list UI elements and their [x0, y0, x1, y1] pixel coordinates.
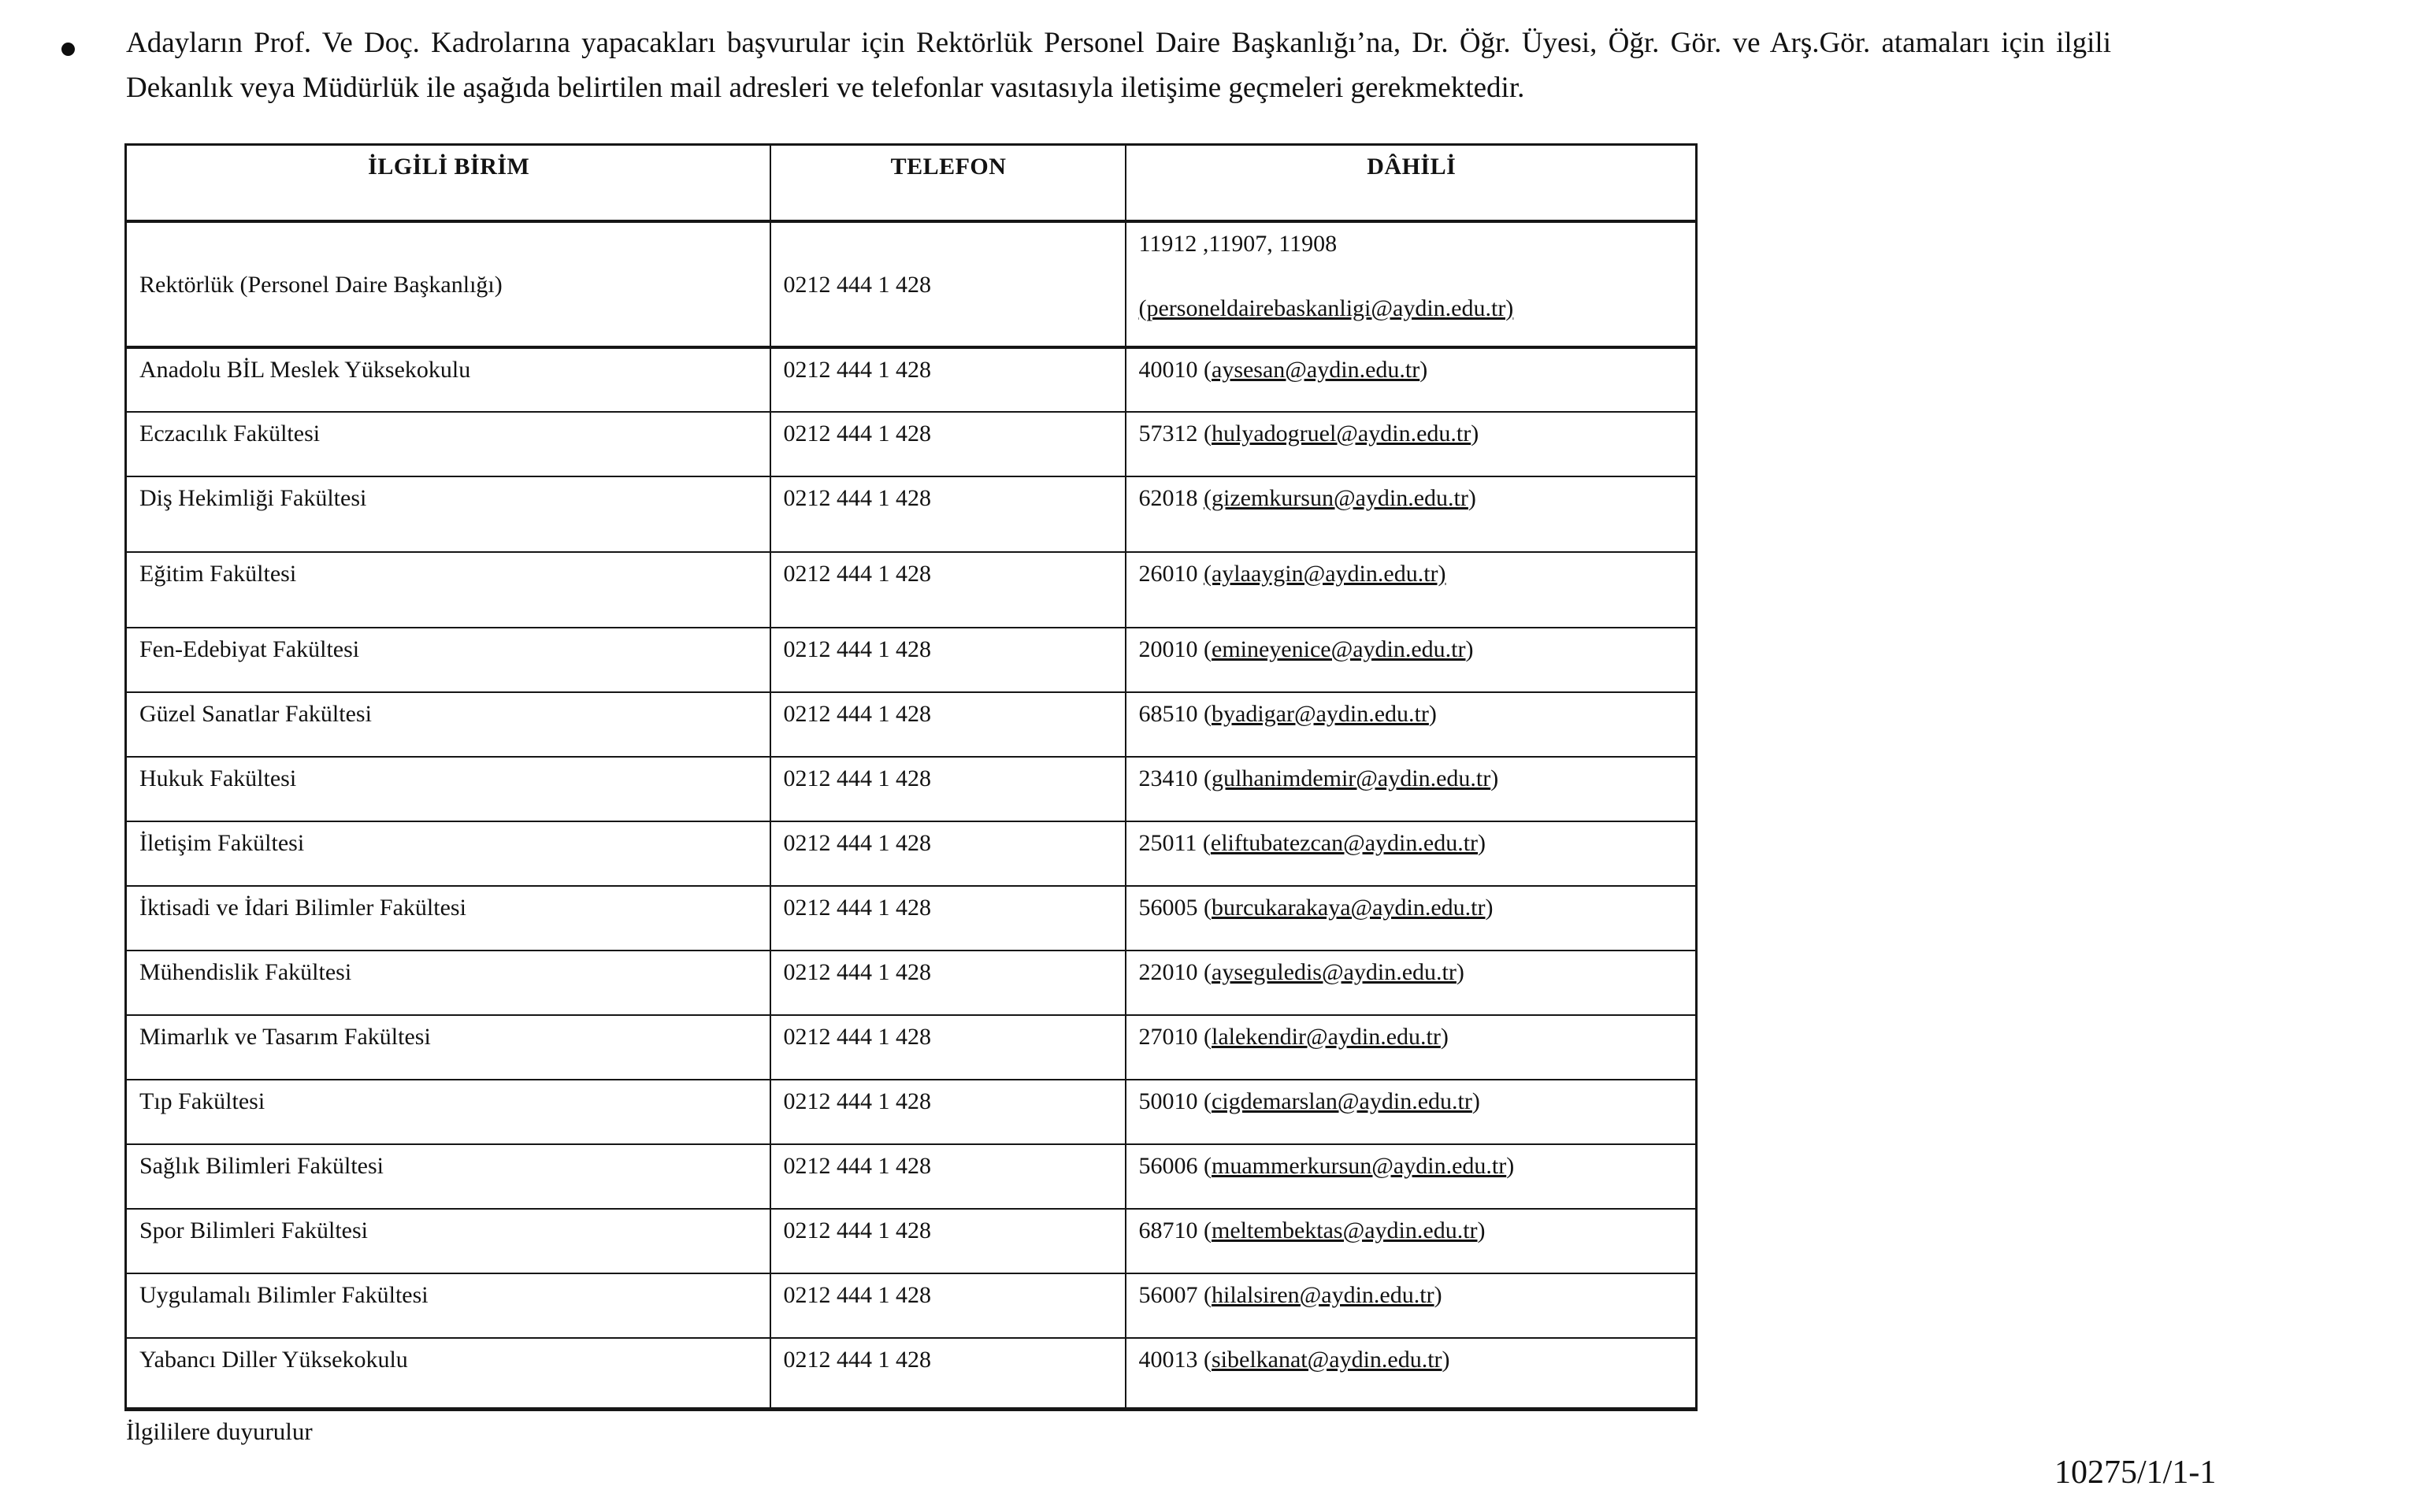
- unit-cell: Diş Hekimliği Fakültesi: [126, 476, 770, 552]
- unit-cell: Eczacılık Fakültesi: [126, 412, 770, 476]
- phone-cell: 0212 444 1 428: [770, 951, 1126, 1015]
- table-row: [126, 476, 1697, 552]
- table-row: [126, 1144, 1697, 1209]
- extension-cell: [1126, 476, 1697, 552]
- unit-cell: Mühendislik Fakültesi: [126, 951, 770, 1015]
- table-row: [126, 1015, 1697, 1080]
- email-link[interactable]: (gizemkursun@aydin.edu.tr: [1204, 485, 1468, 511]
- email-link[interactable]: eliftubatezcan@aydin.edu.tr: [1210, 830, 1479, 856]
- phone-cell: 0212 444 1 428: [770, 692, 1126, 757]
- extension-email-line: 22010 (ayseguledis@aydin.edu.tr): [1138, 959, 1464, 985]
- phone-cell: 0212 444 1 428: [770, 821, 1126, 886]
- phone-cell: 0212 444 1 428: [770, 1144, 1126, 1209]
- unit-cell: Sağlık Bilimleri Fakültesi: [126, 1144, 770, 1209]
- extension-cell: [1126, 628, 1697, 692]
- table-row: [126, 1273, 1697, 1338]
- extension-cell: [1126, 221, 1697, 347]
- extension-email-line: 68710 (meltembektas@aydin.edu.tr): [1138, 1217, 1486, 1243]
- table-row: [126, 347, 1697, 412]
- table-row: [126, 1338, 1697, 1409]
- phone-cell: 0212 444 1 428: [770, 1338, 1126, 1409]
- extension-email-line: 56005 (burcukarakaya@aydin.edu.tr): [1138, 895, 1494, 921]
- extension-cell: [1126, 951, 1697, 1015]
- extension-email-line: 25011 (eliftubatezcan@aydin.edu.tr): [1138, 830, 1486, 856]
- unit-cell: Fen-Edebiyat Fakültesi: [126, 628, 770, 692]
- phone-cell: 0212 444 1 428: [770, 1080, 1126, 1144]
- closing-note: İlgililere duyurulur: [126, 1418, 313, 1445]
- email-link[interactable]: burcukarakaya@aydin.edu.tr: [1212, 895, 1486, 921]
- extension-email-line: 57312 (hulyadogruel@aydin.edu.tr): [1138, 421, 1479, 447]
- extension-cell: [1126, 1338, 1697, 1409]
- email-link[interactable]: gulhanimdemir@aydin.edu.tr: [1212, 765, 1491, 791]
- email-link[interactable]: ayseguledis@aydin.edu.tr: [1212, 959, 1457, 985]
- email-link[interactable]: sibelkanat@aydin.edu.tr: [1212, 1347, 1442, 1373]
- email-link[interactable]: muammerkursun@aydin.edu.tr: [1212, 1153, 1507, 1179]
- email-link[interactable]: emineyenice@aydin.edu.tr: [1212, 636, 1466, 662]
- unit-cell: İletişim Fakültesi: [126, 821, 770, 886]
- table-row: [126, 1209, 1697, 1273]
- phone-cell: 0212 444 1 428: [770, 347, 1126, 412]
- phone-cell: 0212 444 1 428: [770, 1273, 1126, 1338]
- unit-cell: Rektörlük (Personel Daire Başkanlığı): [126, 221, 770, 347]
- extension-cell: [1126, 347, 1697, 412]
- table-row: [126, 757, 1697, 821]
- email-link[interactable]: byadigar@aydin.edu.tr: [1212, 701, 1429, 727]
- extension-email-line: 40013 (sibelkanat@aydin.edu.tr): [1138, 1347, 1450, 1373]
- document-number: 10275/1/1-1: [2054, 1455, 2217, 1491]
- table-row: [126, 412, 1697, 476]
- table-row: [126, 552, 1697, 628]
- phone-cell: 0212 444 1 428: [770, 1015, 1126, 1080]
- extension-cell: [1126, 757, 1697, 821]
- unit-cell: Eğitim Fakültesi: [126, 552, 770, 628]
- phone-cell: 0212 444 1 428: [770, 221, 1126, 347]
- unit-cell: Güzel Sanatlar Fakültesi: [126, 692, 770, 757]
- email-link[interactable]: (aylaaygin@aydin.edu.tr): [1204, 561, 1446, 587]
- table-row: [126, 221, 1697, 347]
- extension-email-line: 27010 (lalekendir@aydin.edu.tr): [1138, 1024, 1449, 1050]
- extension-email-line: 26010 (aylaaygin@aydin.edu.tr): [1138, 561, 1446, 587]
- table-header-row: [126, 145, 1697, 222]
- email-link[interactable]: cigdemarslan@aydin.edu.tr: [1212, 1088, 1472, 1114]
- extension-email-line: 68510 (byadigar@aydin.edu.tr): [1138, 701, 1437, 727]
- extension-cell: [1126, 1209, 1697, 1273]
- extension-email-line: 62018 (gizemkursun@aydin.edu.tr): [1138, 485, 1476, 511]
- table-row: [126, 951, 1697, 1015]
- unit-cell: Tıp Fakültesi: [126, 1080, 770, 1144]
- extension-email-line: 56006 (muammerkursun@aydin.edu.tr): [1138, 1153, 1515, 1179]
- extension-email-line: 20010 (emineyenice@aydin.edu.tr): [1138, 636, 1474, 662]
- phone-cell: 0212 444 1 428: [770, 628, 1126, 692]
- extension-cell: [1126, 552, 1697, 628]
- unit-cell: Yabancı Diller Yüksekokulu: [126, 1338, 770, 1409]
- email-link[interactable]: lalekendir@aydin.edu.tr: [1212, 1024, 1441, 1050]
- extension-cell: [1126, 1080, 1697, 1144]
- intro-paragraph: Adayların Prof. Ve Doç. Kadrolarına yapacakları başvurular için Rektörlük Personel Daire Başkanlığı’na, Dr. Öğr. Üyesi, Öğr. Gör. ve Arş.Gör. atamaları için ilgili Dekanlık veya Müdürlük ile aşağıda belirtilen mail adresleri ve telefonlar vasıtasıyla iletişime geçmeleri gerekmektedir.: [126, 27, 2111, 105]
- extension-numbers: 11912 ,11907, 11908: [1138, 231, 1338, 257]
- email-link[interactable]: (personeldairebaskanligi@aydin.edu.tr): [1138, 295, 1514, 321]
- column-header-unit: İLGİLİ BİRİM: [126, 145, 770, 222]
- email-link[interactable]: hilalsiren@aydin.edu.tr: [1212, 1282, 1434, 1308]
- table-row: [126, 821, 1697, 886]
- extension-cell: [1126, 692, 1697, 757]
- table-row: [126, 692, 1697, 757]
- email-link[interactable]: hulyadogruel@aydin.edu.tr: [1212, 421, 1471, 447]
- phone-cell: 0212 444 1 428: [770, 476, 1126, 552]
- unit-cell: Spor Bilimleri Fakültesi: [126, 1209, 770, 1273]
- extension-cell: [1126, 412, 1697, 476]
- column-header-phone: TELEFON: [770, 145, 1126, 222]
- extension-email-line: [1139, 294, 1685, 324]
- table-row: [126, 628, 1697, 692]
- extension-cell: [1126, 821, 1697, 886]
- phone-cell: 0212 444 1 428: [770, 757, 1126, 821]
- table-row: [126, 886, 1697, 951]
- extension-cell: [1126, 1273, 1697, 1338]
- phone-cell: 0212 444 1 428: [770, 552, 1126, 628]
- extension-cell: [1126, 1015, 1697, 1080]
- table-body: [126, 221, 1697, 1409]
- unit-cell: Uygulamalı Bilimler Fakültesi: [126, 1273, 770, 1338]
- email-link[interactable]: aysesan@aydin.edu.tr: [1212, 357, 1420, 383]
- table-row: [126, 1080, 1697, 1144]
- phone-cell: 0212 444 1 428: [770, 412, 1126, 476]
- extension-email-line: 56007 (hilalsiren@aydin.edu.tr): [1138, 1282, 1442, 1308]
- extension-email-line: 23410 (gulhanimdemir@aydin.edu.tr): [1138, 765, 1499, 791]
- unit-cell: Hukuk Fakültesi: [126, 757, 770, 821]
- bullet-marker: [61, 43, 75, 56]
- contact-table: [124, 143, 1698, 1411]
- extension-cell: [1126, 886, 1697, 951]
- email-link[interactable]: meltembektas@aydin.edu.tr: [1212, 1217, 1478, 1243]
- extension-email-line: 40010 (aysesan@aydin.edu.tr): [1138, 357, 1428, 383]
- unit-cell: Anadolu BİL Meslek Yüksekokulu: [126, 347, 770, 412]
- extension-cell: [1126, 1144, 1697, 1209]
- unit-cell: Mimarlık ve Tasarım Fakültesi: [126, 1015, 770, 1080]
- column-header-extension: DÂHİLİ: [1126, 145, 1697, 222]
- phone-cell: 0212 444 1 428: [770, 886, 1126, 951]
- phone-cell: 0212 444 1 428: [770, 1209, 1126, 1273]
- unit-cell: İktisadi ve İdari Bilimler Fakültesi: [126, 886, 770, 951]
- extension-email-line: 50010 (cigdemarslan@aydin.edu.tr): [1138, 1088, 1480, 1114]
